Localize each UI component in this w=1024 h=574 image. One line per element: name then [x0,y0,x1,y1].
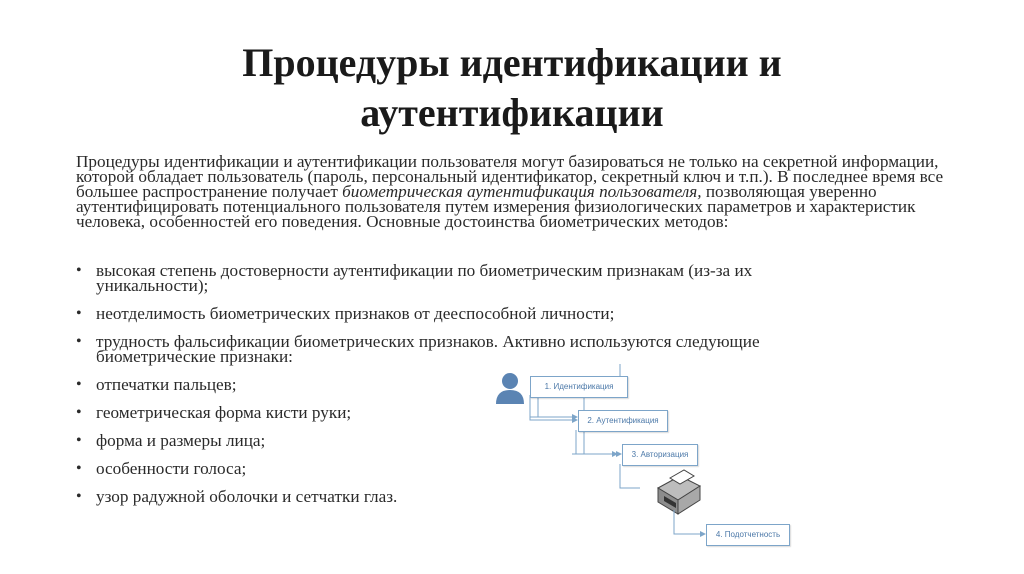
intro-text-1: Процедуры идентификации и аутентификации пользователя могут базироваться не только на секретной информации, которой обладает пользователь (пароль, персональный идентификатор, секретный ключ и т.п.). В последнее время все большее распространение получает [76,152,944,201]
intro-text-2: позволяющая уверенно аутентифицировать потенциального пользователя путем измерения физиологических параметров и характеристик человека, особенностей его поведения. Основные достоинства биометрических методов: [76,182,916,231]
step-accountability: 4. Подотчетность [706,524,790,546]
step-authorization: 3. Авторизация [622,444,698,466]
identification-process-diagram [490,364,810,554]
bullet-marker: • [76,305,82,322]
bullet-marker: • [76,460,82,477]
bullet-item: • трудность фальсификации биометрических признаков. Активно используются следующие биометрические признаки: [76,332,760,366]
bullet-item: • особенности голоса; [76,459,247,478]
bullet-marker: • [76,376,82,393]
title-line-2: аутентификации [360,90,664,135]
step-authentication: 2. Аутентификация [578,410,668,432]
bullet-marker: • [76,262,82,279]
bullet-item: • геометрическая форма кисти руки; [76,403,352,422]
intro-italic-term: биометрическая аутентификация пользователя, [342,182,702,201]
bullet-marker: • [76,333,82,350]
bullet-item: • узор радужной оболочки и сетчатки глаз. [76,487,398,506]
bullet-marker: • [76,432,82,449]
slide-title [150,38,874,138]
bullet-item: • высокая степень достоверности аутентификации по биометрическим признакам (из-за их уникальности); [76,261,753,295]
bullet-item: • отпечатки пальцев; [76,375,237,394]
bullet-item: • неотделимость биометрических признаков от дееспособной личности; [76,304,615,323]
bullet-marker: • [76,404,82,421]
title-line-1: Процедуры идентификации и [242,40,782,85]
step-identification: 1. Идентификация [530,376,628,398]
bullet-marker: • [76,488,82,505]
bullet-item: • форма и размеры лица; [76,431,266,450]
intro-paragraph [76,154,956,229]
